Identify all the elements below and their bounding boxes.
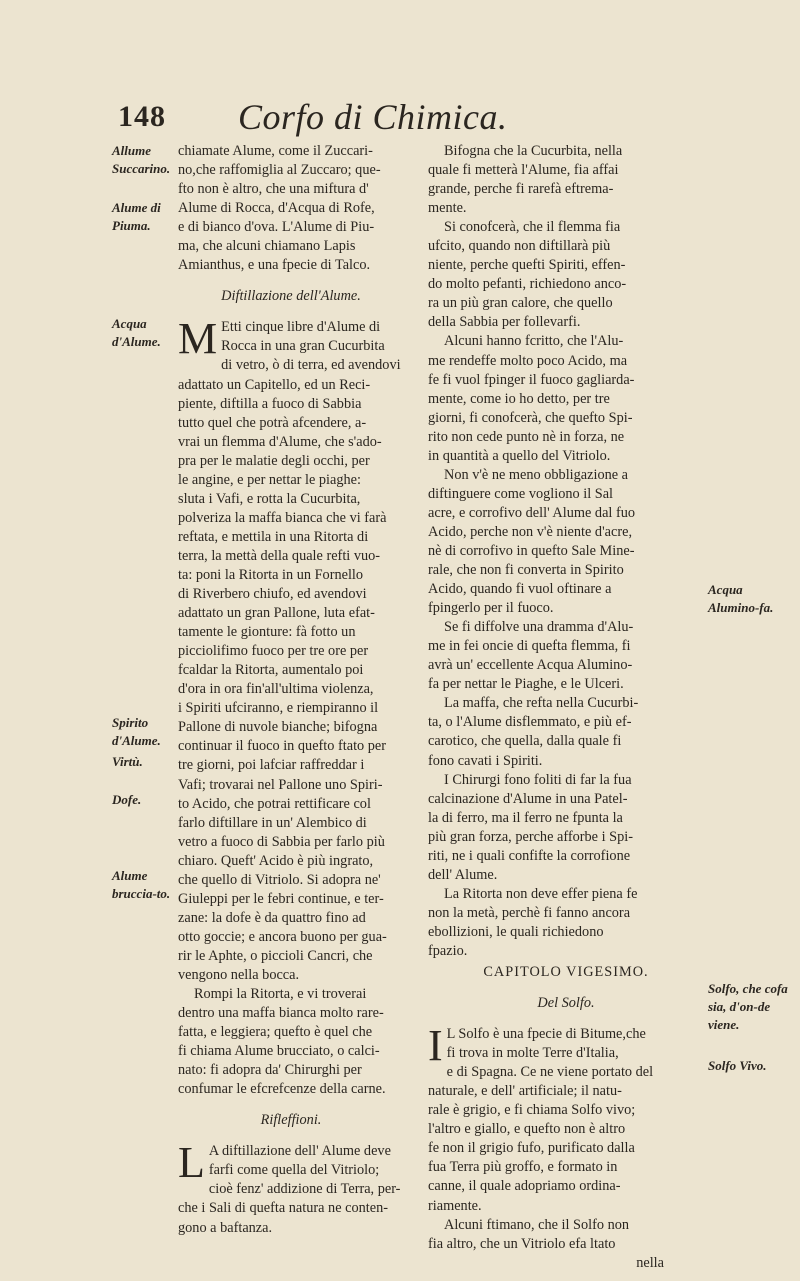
text-line: Alcuni ftimano, che il Solfo non: [444, 1216, 630, 1233]
drop-cap: I: [428, 1021, 443, 1071]
text-line: tre giorni, poi lafciar raffreddar i: [178, 757, 365, 774]
text-line: rale è grigio, e fi chiama Solfo vivo;: [428, 1102, 636, 1119]
text-line: A diftillazione dell' Alume deve: [208, 1143, 391, 1160]
text-line: vengono nella bocca.: [178, 966, 300, 983]
paragraph: [428, 1216, 704, 1254]
text-line: vrai un flemma d'Alume, che s'ado-: [178, 433, 382, 450]
text-line: i Spiriti ufciranno, e riempiranno il: [178, 700, 379, 717]
text-line: Alcuni hanno fcritto, che l'Alu-: [444, 333, 624, 350]
text-line: cioè fenz' addizione di Terra, per-: [208, 1181, 401, 1198]
text-line: I Chirurgi fono foliti di far la fua: [444, 771, 632, 788]
paragraph: [178, 1138, 404, 1188]
drop-cap: L: [178, 1138, 205, 1188]
text-line: L Solfo è una fpecie di Bitume,che: [446, 1026, 646, 1043]
drop-cap: M: [178, 314, 218, 364]
paragraph: [428, 466, 704, 618]
text-line: fe fi vuol fpinger il fuoco gagliarda-: [428, 371, 635, 388]
text-line: la di ferro, ma il ferro ne fpunta la: [428, 809, 623, 826]
text-line: fcaldar la Ritorta, aumentalo poi: [178, 662, 364, 679]
text-line: fono cavati i Spiriti.: [428, 752, 543, 769]
text-line: riamente.: [428, 1197, 482, 1214]
text-line: Amianthus, e una fpecie di Talco.: [178, 257, 371, 274]
paragraph: [428, 1063, 704, 1215]
text-line: in quantità a quello del Vitriolo.: [428, 447, 611, 464]
text-line: fua Terra più groffo, e formato in: [428, 1159, 618, 1176]
text-line: naturale, e dell' artificiale; il natu-: [428, 1083, 622, 1100]
paragraph: [178, 142, 404, 275]
text-line: calcinazione d'Alume in una Patel-: [428, 790, 628, 807]
text-line: rir le Aphte, o piccioli Cancri, che: [178, 947, 373, 964]
text-line: fpazio.: [428, 942, 468, 959]
paragraph: [178, 1180, 404, 1237]
text-line: confumar le efcrefcenze della carne.: [178, 1081, 386, 1098]
catchword: nella: [636, 1254, 664, 1271]
paragraph: [178, 314, 404, 364]
text-line: l'altro e giallo, e quefto non è altro: [428, 1121, 626, 1138]
margin-note: Dofe.: [112, 792, 142, 807]
paragraph: [178, 985, 404, 1099]
text-line: Rompi la Ritorta, e vi troverai: [194, 986, 367, 1003]
text-line: non la metà, perchè fi fanno ancora: [428, 904, 631, 921]
text-line: vetro a fuoco di Sabbia per farlo più: [178, 833, 385, 850]
text-line: fto non è altro, che una miftura d': [178, 181, 369, 198]
text-line: ra un più gran calore, che quello: [428, 295, 613, 312]
text-line: carotico, che quella, dalla quale fi: [428, 733, 622, 750]
text-line: Pallone di nuvole bianche; bifogna: [178, 719, 378, 736]
paragraph: [428, 618, 704, 694]
margin-note: Solfo Vivo.: [708, 1058, 767, 1073]
text-line: zane: la dofe è da quattro fino ad: [178, 909, 366, 926]
text-line: polveriza la maffa bianca che vi farà: [178, 509, 387, 526]
text-line: La Ritorta non deve effer piena fe: [444, 885, 638, 902]
text-line: niente, perche quefti Spiriti, effen-: [428, 257, 626, 274]
text-line: le angine, e per nettar le piaghe:: [178, 471, 361, 488]
margin-note: Solfo, che cofa sia, d'on-de viene.: [708, 981, 788, 1032]
text-line: dentro una maffa bianca molto rare-: [178, 1005, 384, 1022]
margin-note: Allume Succarino.: [112, 143, 171, 176]
text-line: adattato un gran Pallone, luta efat-: [178, 605, 375, 622]
text-line: terra, la mettà della quale refti vuo-: [178, 547, 381, 564]
margin-note: Alume bruccia-to.: [112, 868, 171, 901]
text-line: reftata, e mettila in una Ritorta di: [178, 528, 369, 545]
text-line: me rendeffe molto poco Acido, ma: [428, 352, 628, 369]
text-line: nato: fi adopra da' Chirurghi per: [178, 1062, 362, 1079]
text-line: di Riverbero chiufo, ed avendovi: [178, 586, 367, 603]
text-line: piente, diftilla a fuoco di Sabbia: [178, 395, 362, 412]
text-line: farlo diftillare in un' Alembico di: [178, 814, 367, 831]
text-line: e di Spagna. Ce ne viene portato del: [446, 1064, 654, 1081]
text-line: sluta i Vafi, e rotta la Cucurbita,: [178, 490, 361, 507]
margin-note: Acqua Alumino-fa.: [708, 582, 774, 615]
text-line: che i Sali di quefta natura ne conten-: [178, 1200, 388, 1217]
text-line: me in fei oncie di quefta flemma, fi: [428, 638, 631, 655]
text-line: giorni, fi conofcerà, che quefto Spi-: [428, 409, 633, 426]
paragraph: [428, 1021, 704, 1071]
paragraph: [428, 771, 704, 885]
text-line: adattato un Capitello, ed un Reci-: [178, 376, 371, 393]
text-line: della Sabbia per follevarfi.: [428, 314, 581, 331]
text-line: dell' Alume.: [428, 866, 498, 883]
paragraph: [428, 218, 704, 332]
text-line: ta, o l'Alume disflemmato, e più ef-: [428, 714, 632, 731]
paragraph-opening: [178, 1138, 404, 1188]
paragraph-opening: [428, 1021, 704, 1071]
running-title: Corfo di Chimica.: [238, 97, 508, 137]
text-line: no,che raffomiglia al Zuccaro; que-: [178, 162, 381, 179]
text-line: Se fi diffolve una dramma d'Alu-: [444, 619, 634, 636]
text-line: ma, che alcuni chiamano Lapis: [178, 238, 356, 255]
text-line: Alume di Rocca, d'Acqua di Rofe,: [178, 200, 375, 217]
text-line: d'ora in ora fin'all'ultima violenza,: [178, 681, 374, 698]
text-line: avrà un' eccellente Acqua Alumino-: [428, 657, 633, 674]
text-line: mente.: [428, 200, 467, 217]
text-line: picciolifimo fuoco per tre ore per: [178, 643, 369, 660]
page-header: [118, 97, 718, 144]
margin-note: Acqua d'Alume.: [112, 316, 161, 349]
text-line: mente, come io ho detto, per tre: [428, 390, 610, 407]
paragraph: [428, 885, 704, 961]
text-line: Rocca in una gran Cucurbita: [221, 338, 385, 355]
text-line: fa per nettar le Piaghe, e le Ulceri.: [428, 676, 624, 693]
text-line: continuar il fuoco in quefto ftato per: [178, 738, 387, 755]
text-line: fi chiama Alume brucciato, o calci-: [178, 1043, 380, 1060]
page-number: 148: [118, 100, 166, 133]
margin-note: Virtù.: [112, 754, 143, 769]
text-line: rale, che non fi converta in Spirito: [428, 562, 624, 579]
text-line: fe non il grigio fufo, purificato dalla: [428, 1140, 635, 1157]
text-line: acre, e corrofivo dell' Alume dal fuo: [428, 504, 636, 521]
text-line: tutto quel che potrà afcendere, a-: [178, 414, 367, 431]
section-heading: Del Solfo.: [537, 995, 595, 1012]
text-line: farfi come quella del Vitriolo;: [208, 1162, 380, 1179]
text-line: fia altro, che un Vitriolo efa ltato: [428, 1235, 616, 1252]
text-line: fpingerlo per il fuoco.: [428, 600, 554, 617]
margin-note: Alume di Piuma.: [112, 200, 161, 233]
text-line: do molto pefanti, richiedono anco-: [428, 276, 627, 293]
left-column: [178, 142, 404, 1238]
text-line: gono a baftanza.: [178, 1219, 273, 1236]
text-line: pra per le malatie degli occhi, per: [178, 452, 370, 469]
text-line: Non v'è ne meno obbligazione a: [444, 466, 629, 483]
right-column: [428, 142, 704, 1273]
text-line: Si conofcerà, che il flemma fia: [444, 219, 621, 236]
text-line: Giuleppi per le febri continue, e ter-: [178, 890, 384, 907]
text-line: to Acido, che potrai rettificare col: [178, 795, 371, 812]
text-line: La maffa, che refta nella Cucurbi-: [444, 695, 639, 712]
paragraph: [178, 356, 404, 985]
text-line: ufcito, quando non diftillarà più: [428, 238, 611, 255]
section-heading: Rifleffioni.: [260, 1112, 322, 1129]
text-line: chiamate Alume, come il Zuccari-: [178, 143, 373, 159]
text-line: più gran forza, perche afforbe i Spi-: [428, 828, 633, 845]
text-line: otto goccie; e ancora buono per gua-: [178, 928, 387, 945]
text-line: di vetro, ò di terra, ed avendovi: [221, 357, 401, 374]
text-line: chiaro. Queft' Acido è più ingrato,: [178, 852, 374, 869]
text-line: Bifogna che la Cucurbita, nella: [444, 143, 623, 159]
text-line: nè di corrofivo in quefto Sale Mine-: [428, 542, 635, 559]
text-line: che quello di Vitriolo. Si adopra ne': [178, 871, 381, 888]
text-line: diftinguere come vogliono il Sal: [428, 485, 614, 502]
text-line: Etti cinque libre d'Alume di: [221, 319, 381, 336]
section-heading: Diftillazione dell'Alume.: [221, 288, 361, 305]
text-line: ebollizioni, le quali richiedono: [428, 923, 604, 940]
text-line: quale fi metterà l'Alume, fia affai: [428, 162, 619, 179]
text-line: fi trova in molte Terre d'Italia,: [446, 1045, 619, 1062]
text-line: riti, ne i quali confifte la corrofione: [428, 847, 631, 864]
text-line: Acido, perche non v'è niente d'acre,: [428, 523, 633, 540]
margin-note: Spirito d'Alume.: [112, 715, 161, 748]
paragraph: [428, 142, 704, 218]
text-line: Vafi; trovarai nel Pallone uno Spiri-: [178, 776, 383, 793]
text-line: tamente le gionture: fà fotto un: [178, 624, 356, 641]
chapter-heading: CAPITOLO VIGESIMO.: [483, 964, 649, 981]
text-line: Acido, quando fi vuol oftinare a: [428, 581, 612, 598]
text-line: canne, il quale adopriamo ordina-: [428, 1178, 621, 1195]
paragraph: [428, 332, 704, 465]
paragraph: [428, 694, 704, 770]
text-line: ta: poni la Ritorta in un Fornello: [178, 566, 364, 583]
text-line: fatta, e leggiera; quefto è quel che: [178, 1024, 373, 1041]
text-line: rito non cede punto nè in forza, ne: [428, 428, 625, 445]
text-line: e di bianco d'ova. L'Alume di Piu-: [178, 219, 375, 236]
text-line: grande, perche fi rarefà eftrema-: [428, 181, 614, 198]
